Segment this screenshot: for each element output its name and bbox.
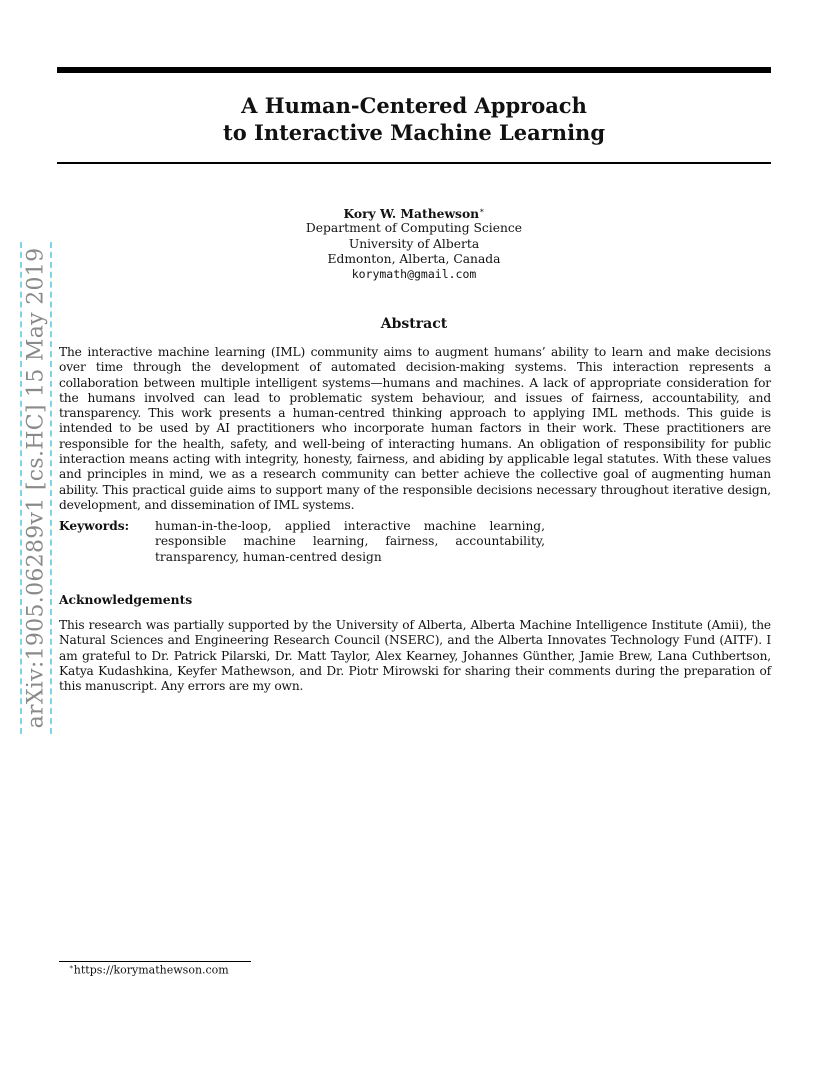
author-block	[57, 203, 771, 282]
footnote	[69, 963, 229, 977]
title-line-1: A Human-Centered Approach	[241, 93, 587, 118]
paper-title	[57, 92, 771, 146]
footnote-rule	[59, 961, 251, 962]
abstract-heading: Abstract	[380, 316, 448, 332]
author-university: University of Alberta	[348, 236, 480, 251]
keywords-label: Keywords:	[59, 519, 130, 533]
acknowledgements-text: This research was partially supported by the University of Alberta, Alberta Machine Intelligence Institute (Amii), the Natural Sciences and Engineering Research Council (NSERC), and the Alberta Innovates Technology Fund (AITF). I am grateful to Dr. Patrick Pilarski, Dr. Matt Taylor, Alex Kearney, Johannes Günther, Jamie Brew, Lana Cuthbertson, Katya Kudashkina, Keyfer Mathewson, and Dr. Piotr Mirowski for sharing their comments during the preparation of this manuscript. Any errors are my own.	[59, 618, 771, 694]
title-line-2: to Interactive Machine Learning	[223, 120, 605, 145]
author-footnote-mark: ∗	[479, 206, 485, 215]
acknowledgements-heading: Acknowledgements	[59, 592, 193, 607]
author-department: Department of Computing Science	[305, 221, 523, 236]
footnote-mark: ∗	[69, 963, 74, 971]
author-email[interactable]: korymath@gmail.com	[351, 266, 477, 281]
arxiv-identifier: arXiv:1905.06289v1 [cs.HC] 15 May 2019	[23, 247, 49, 729]
keywords-text: human-in-the-loop, applied interactive machine learning, responsible machine learning, fairness, accountability, transparency, human-centred design	[155, 519, 545, 564]
author-name	[57, 203, 771, 221]
abstract-text: The interactive machine learning (IML) community aims to augment humans’ ability to learn and make decisions over time through the development of automated decision-making systems. This interaction represents a collaboration between multiple intelligent systems—humans and machines. A lack of appropriate consideration for the humans involved can lead to problematic system behaviour, and issues of fairness, accountability, and transparency. This work presents a human-centred thinking approach to applying IML methods. This guide is intended to be used by AI practitioners who incorporate human factors in their work. These practitioners are responsible for the health, safety, and well-being of interacting humans. An obligation of responsibility for public interaction means acting with integrity, honesty, fairness, and abiding by applicable legal statutes. With these values and principles in mind, we as a research community can better achieve the collective goal of augmenting human ability. This practical guide aims to support many of the responsible decisions necessary throughout iterative design, development, and dissemination of IML systems.	[59, 345, 771, 512]
footnote-link[interactable]: https://korymathewson.com	[73, 963, 229, 977]
author-name-text: Kory W. Mathewson	[343, 206, 480, 222]
author-location: Edmonton, Alberta, Canada	[327, 251, 501, 266]
title-bottom-rule	[57, 162, 771, 164]
arxiv-stamp	[20, 242, 52, 734]
title-top-rule	[57, 67, 771, 73]
